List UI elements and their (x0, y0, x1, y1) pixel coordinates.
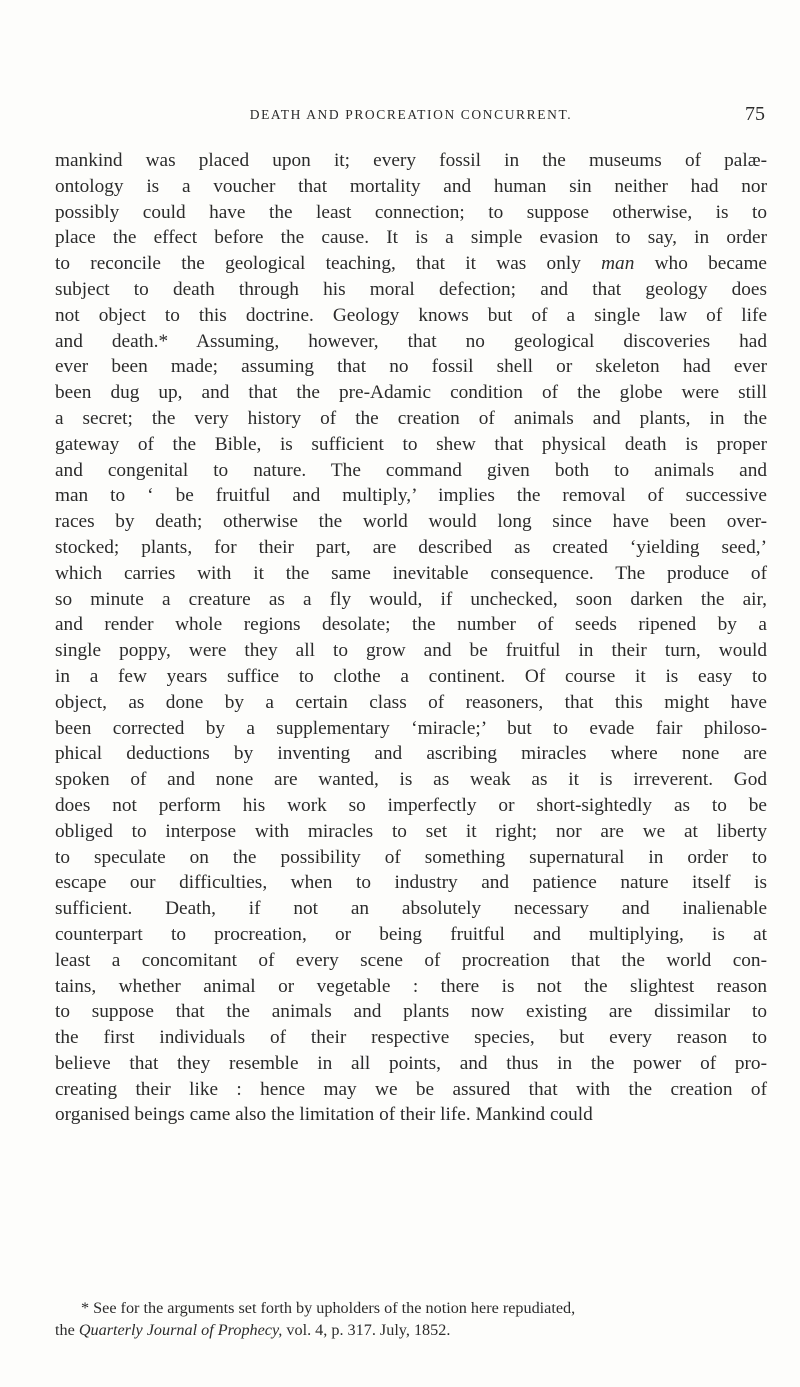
page-number: 75 (745, 103, 765, 125)
running-head (55, 103, 767, 133)
text-line: escape our difficulties, when to industry and patience nature itself is (55, 872, 767, 894)
emphasis: man (601, 253, 635, 275)
text-line: and render whole regions desolate; the number of seeds ripened by a (55, 614, 767, 636)
text-line: in a few years suffice to clothe a continent. Of course it is easy to (55, 665, 767, 687)
text-line: phical deductions by inventing and ascribing miracles where none are (55, 743, 767, 765)
text-line: sufficient. Death, if not an absolutely necessary and inalienable (55, 898, 767, 920)
text-line: not object to this doctrine. Geology knows but of a single law of life (55, 304, 767, 326)
footnote-text: the (55, 1321, 79, 1339)
text-line: does not perform his work so imperfectly or short-sightedly as to be (55, 794, 767, 816)
text-line: place the effect before the cause. It is a simple evasion to say, in order (55, 227, 767, 249)
footnote (55, 1297, 767, 1341)
text-line: stocked; plants, for their part, are described as created ‘yielding seed,’ (55, 536, 767, 558)
text-line: been corrected by a supplementary ‘miracle;’ but to evade fair philoso- (55, 717, 767, 739)
text-line: a secret; the very history of the creation of animals and plants, in the (55, 407, 767, 429)
text-line: to speculate on the possibility of something supernatural in order to (55, 846, 767, 868)
text-line: ever been made; assuming that no fossil shell or skeleton had ever (55, 356, 767, 378)
text-line: gateway of the Bible, is sufficient to shew that physical death is proper (55, 433, 767, 455)
text-line: and death.* Assuming, however, that no geological discoveries had (55, 330, 767, 352)
text-line: obliged to interpose with miracles to set it right; nor are we at liberty (55, 820, 767, 842)
text-line: possibly could have the least connection; to suppose otherwise, is to (55, 201, 767, 223)
text-line: man to ‘ be fruitful and multiply,’ implies the removal of successive (55, 485, 767, 507)
text-line: least a concomitant of every scene of procreation that the world con- (55, 949, 767, 971)
text-line: organised beings came also the limitation of their life. Mankind could (55, 1104, 593, 1126)
text-line: been dug up, and that the pre-Adamic condition of the globe were still (55, 382, 767, 404)
footnote-line (55, 1319, 767, 1341)
running-title: DEATH AND PROCREATION CONCURRENT. (249, 107, 573, 122)
text-line: races by death; otherwise the world would long since have been over- (55, 511, 767, 533)
text-line: counterpart to procreation, or being fruitful and multiplying, is at (55, 923, 767, 945)
text-line: which carries with it the same inevitable consequence. The produce of (55, 562, 767, 584)
text-line: mankind was placed upon it; every fossil in the museums of palæ- (55, 150, 767, 171)
text-line: subject to death through his moral defection; and that geology does (55, 278, 767, 300)
text-line: creating their like : hence may we be assured that with the creation of (55, 1078, 767, 1100)
body-text (55, 148, 767, 1128)
text-line: ontology is a voucher that mortality and human sin neither had nor (55, 175, 767, 197)
text-line: the first individuals of their respective species, but every reason to (55, 1027, 767, 1049)
text-line: spoken of and none are wanted, is as weak as it is irreverent. God (55, 769, 767, 791)
text-line: believe that they resemble in all points, and thus in the power of pro- (55, 1052, 767, 1074)
footnote-text: vol. 4, p. 317. July, 1852. (282, 1321, 451, 1339)
text-line: and congenital to nature. The command given both to animals and (55, 459, 767, 481)
footnote-line: * See for the arguments set forth by upholders of the notion here repudiated, (81, 1299, 576, 1317)
text-line: object, as done by a certain class of reasoners, that this might have (55, 691, 767, 713)
text-line: single poppy, were they all to grow and be fruitful in their turn, would (55, 640, 767, 662)
text-line: to suppose that the animals and plants now existing are dissimilar to (55, 1001, 767, 1023)
text-line: tains, whether animal or vegetable : there is not the slightest reason (55, 975, 767, 997)
footnote-journal-title: Quarterly Journal of Prophecy, (78, 1321, 283, 1339)
text-line: so minute a creature as a fly would, if unchecked, soon darken the air, (55, 588, 767, 610)
text-line: to reconcile the geological teaching, that it was only man who became (55, 253, 767, 275)
